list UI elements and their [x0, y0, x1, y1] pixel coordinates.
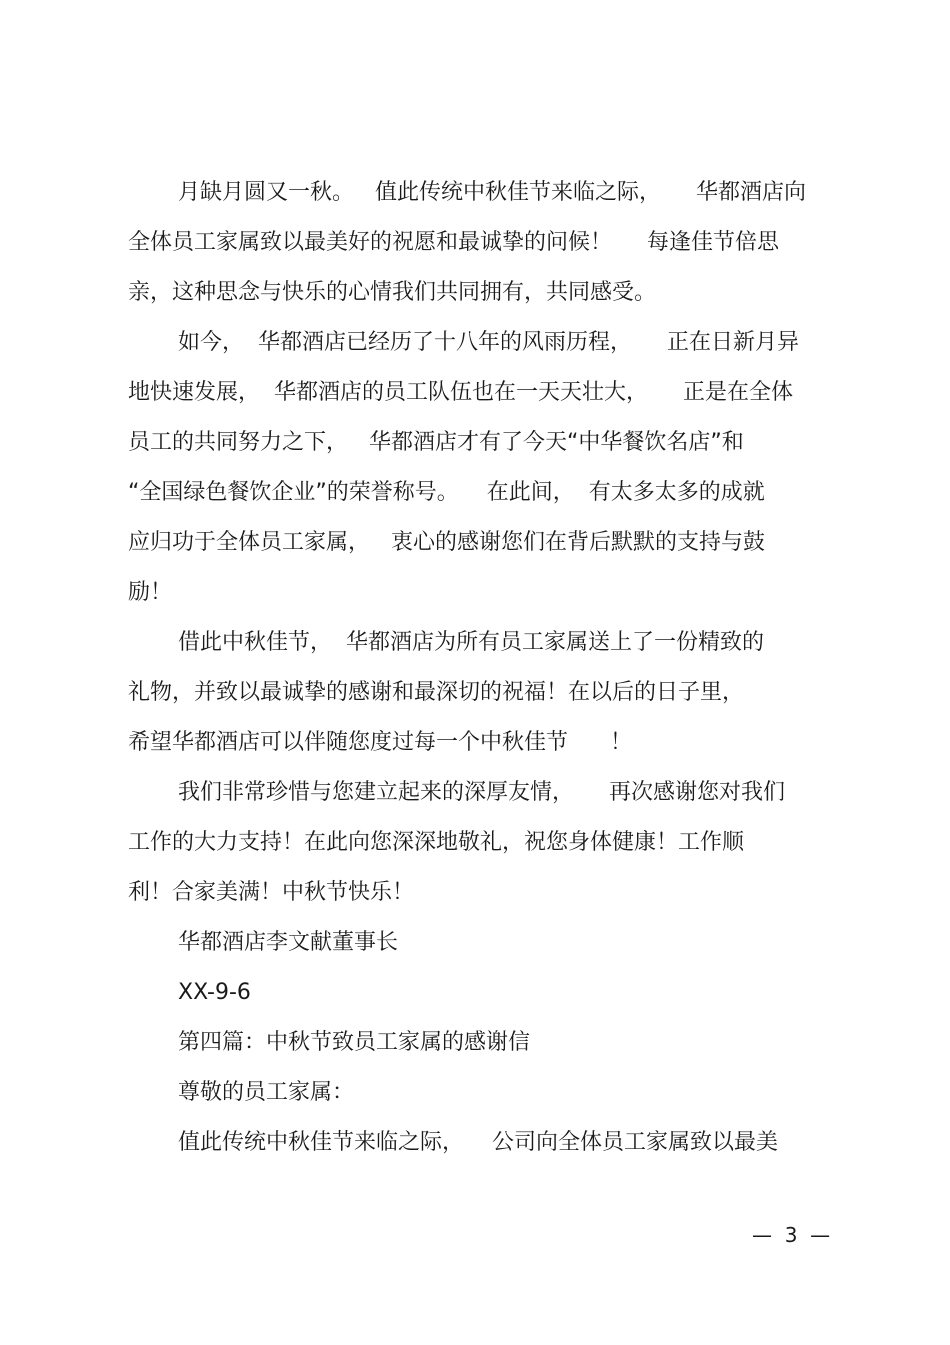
- text-line-9: 励！: [128, 580, 173, 605]
- text-line-11: 礼物，并致以最诚挚的感谢和最深切的祝福！在以后的日子里，: [128, 680, 745, 705]
- text-line-15: 利！合家美满！中秋节快乐！: [128, 880, 415, 905]
- date-line: XX-9-6: [178, 980, 251, 1005]
- text-line-14: 工作的大力支持！在此向您深深地敬礼，祝您身体健康！工作顺: [128, 830, 745, 855]
- text-line-10: 借此中秋佳节， 华都酒店为所有员工家属送上了一份精致的: [178, 630, 764, 655]
- page-number: — 3 —: [752, 1223, 831, 1247]
- text-line-1: 月缺月圆又一秋。 值此传统中秋佳节来临之际， 华都酒店向: [178, 180, 806, 205]
- salutation-line: 尊敬的员工家属：: [178, 1080, 355, 1105]
- section-heading: 第四篇：中秋节致员工家属的感谢信: [178, 1030, 531, 1055]
- text-line-13: 我们非常珍惜与您建立起来的深厚友情， 再次感谢您对我们: [178, 780, 785, 805]
- signature-line: 华都酒店李文献董事长: [178, 930, 399, 955]
- text-line-3: 亲，这种思念与快乐的心情我们共同拥有，共同感受。: [128, 280, 657, 305]
- text-line-6: 员工的共同努力之下， 华都酒店才有了今天“中华餐饮名店”和: [128, 430, 744, 455]
- text-line-7: “全国绿色餐饮企业”的荣誉称号。 在此间， 有太多太多的成就: [128, 480, 765, 505]
- text-line-8: 应归功于全体员工家属， 衷心的感谢您们在背后默默的支持与鼓: [128, 530, 765, 555]
- text-line-4: 如今， 华都酒店已经历了十八年的风雨历程， 正在日新月异: [178, 330, 799, 355]
- text-line-2: 全体员工家属致以最美好的祝愿和最诚挚的问候！ 每逢佳节倍思: [128, 230, 779, 255]
- text-line-12: 希望华都酒店可以伴随您度过每一个中秋佳节 ！: [128, 730, 632, 755]
- text-line-5: 地快速发展， 华都酒店的员工队伍也在一天天壮大， 正是在全体: [128, 380, 793, 405]
- text-line-20: 值此传统中秋佳节来临之际， 公司向全体员工家属致以最美: [178, 1130, 778, 1155]
